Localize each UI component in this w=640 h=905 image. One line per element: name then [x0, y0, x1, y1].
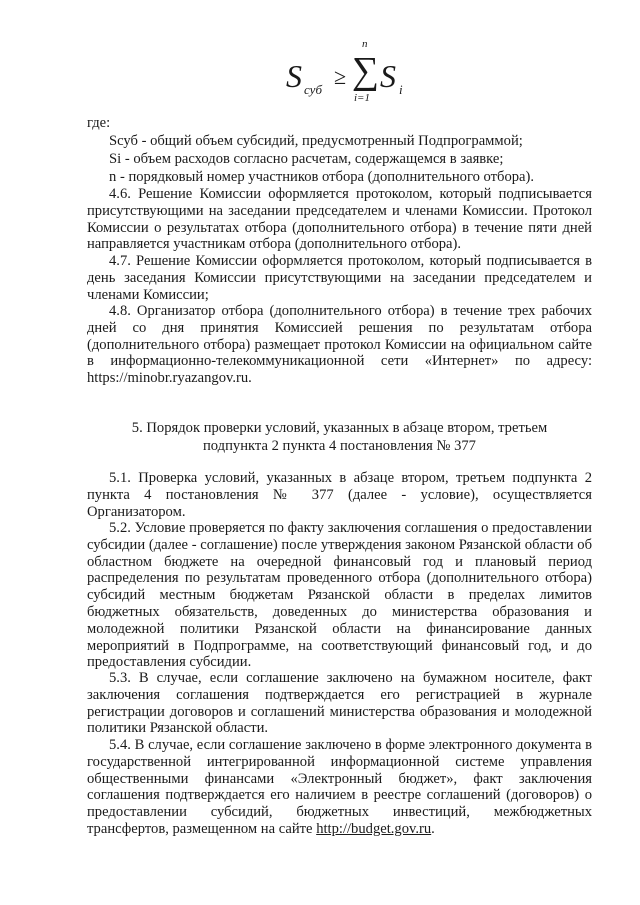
- paragraph-4-8-url: https://minobr.ryazangov.ru.: [87, 370, 252, 387]
- paragraph-4-8-text: 4.8. Организатор отбора (дополнительного отбора) в течение трех рабочих дней со дня принятия Комиссией решения по результатам отбора (дополнительного отбора) размещает протокол Комиссии на официальном сайте в информационно-телекоммуникационной сети «Интернет» по адресу:: [87, 303, 592, 370]
- formula-relation: ≥: [334, 64, 347, 89]
- paragraph-4-7: 4.7. Решение Комиссии оформляется протоколом, который подписывается в день заседания Комиссии присутствующими на заседании председателем и членами Комиссии;: [87, 253, 592, 303]
- paragraph-4-8: [87, 303, 592, 387]
- paragraph-5-1: 5.1. Проверка условий, указанных в абзаце втором, третьем подпункта 2 пункта 4 постановления № 377 (далее - условие), осуществляется Организатором.: [87, 470, 592, 520]
- formula-lower-limit: i=1: [354, 92, 370, 104]
- budget-site-link[interactable]: http://budget.gov.ru: [316, 820, 432, 837]
- paragraph-5-4-text: 5.4. В случае, если соглашение заключено в форме электронного документа в государственной интегрированной информационной системе управления общественными финансами «Электронный бюджет», факт заключения соглашения подтверждается его наличием в реестре соглашений (договоров) о предоставлении субсидий, бюджетных инвестиций, межбюджетных трансфертов, размещенном на сайте: [87, 737, 592, 837]
- paragraph-5-4-end: .: [431, 820, 435, 837]
- formula-rhs-sub: i: [399, 82, 403, 97]
- definition-s-sub: Sсуб - общий объем субсидий, предусмотренный Подпрограммой;: [109, 133, 523, 149]
- paragraph-5-2: 5.2. Условие проверяется по факту заключения соглашения о предоставлении субсидии (далее - соглашение) после утверждения законом Рязанской области об областном бюджете на очередной финансовый год и плановый период распределения по результатам проведенного отбора (дополнительного отбора) субсидий местным бюджетам Рязанской области в пределах лимитов бюджетных обязательств, доведенных до министерства образования и молодежной политики Рязанской области на финансирование данных мероприятий в Подпрограмме, на соответствующий финансовый год, и до предоставления субсидии.: [87, 520, 592, 671]
- definition-n: n - порядковый номер участников отбора (дополнительного отбора).: [109, 169, 535, 185]
- paragraph-4-6: 4.6. Решение Комиссии оформляется протоколом, который подписывается присутствующими на заседании председателем и членами Комиссии. Протокол Комиссии о результатах отбора (дополнительного отбора) в течение пяти дней направляется участникам отбора (дополнительного отбора).: [87, 186, 592, 253]
- subsidy-formula: [286, 38, 426, 112]
- section-5-title-line1: 5. Порядок проверки условий, указанных в абзаце втором, третьем: [131, 420, 548, 436]
- definition-si: Si - объем расходов согласно расчетам, содержащемся в заявке;: [109, 151, 504, 167]
- formula-rhs: S: [380, 58, 396, 94]
- where-label: где:: [87, 115, 111, 131]
- formula-upper-limit: n: [362, 38, 368, 50]
- paragraph-5-3: 5.3. В случае, если соглашение заключено на бумажном носителе, факт заключения соглашения подтверждается его регистрацией в журнале регистрации договоров и соглашений министерства образования и молодежной политики Рязанской области.: [87, 670, 592, 737]
- formula-lhs: S: [286, 58, 302, 94]
- formula-lhs-sub: суб: [304, 82, 322, 97]
- section-5-title-line2: подпункта 2 пункта 4 постановления № 377: [203, 438, 476, 454]
- formula-sum-symbol: ∑: [352, 50, 380, 92]
- paragraph-5-4: [87, 737, 592, 838]
